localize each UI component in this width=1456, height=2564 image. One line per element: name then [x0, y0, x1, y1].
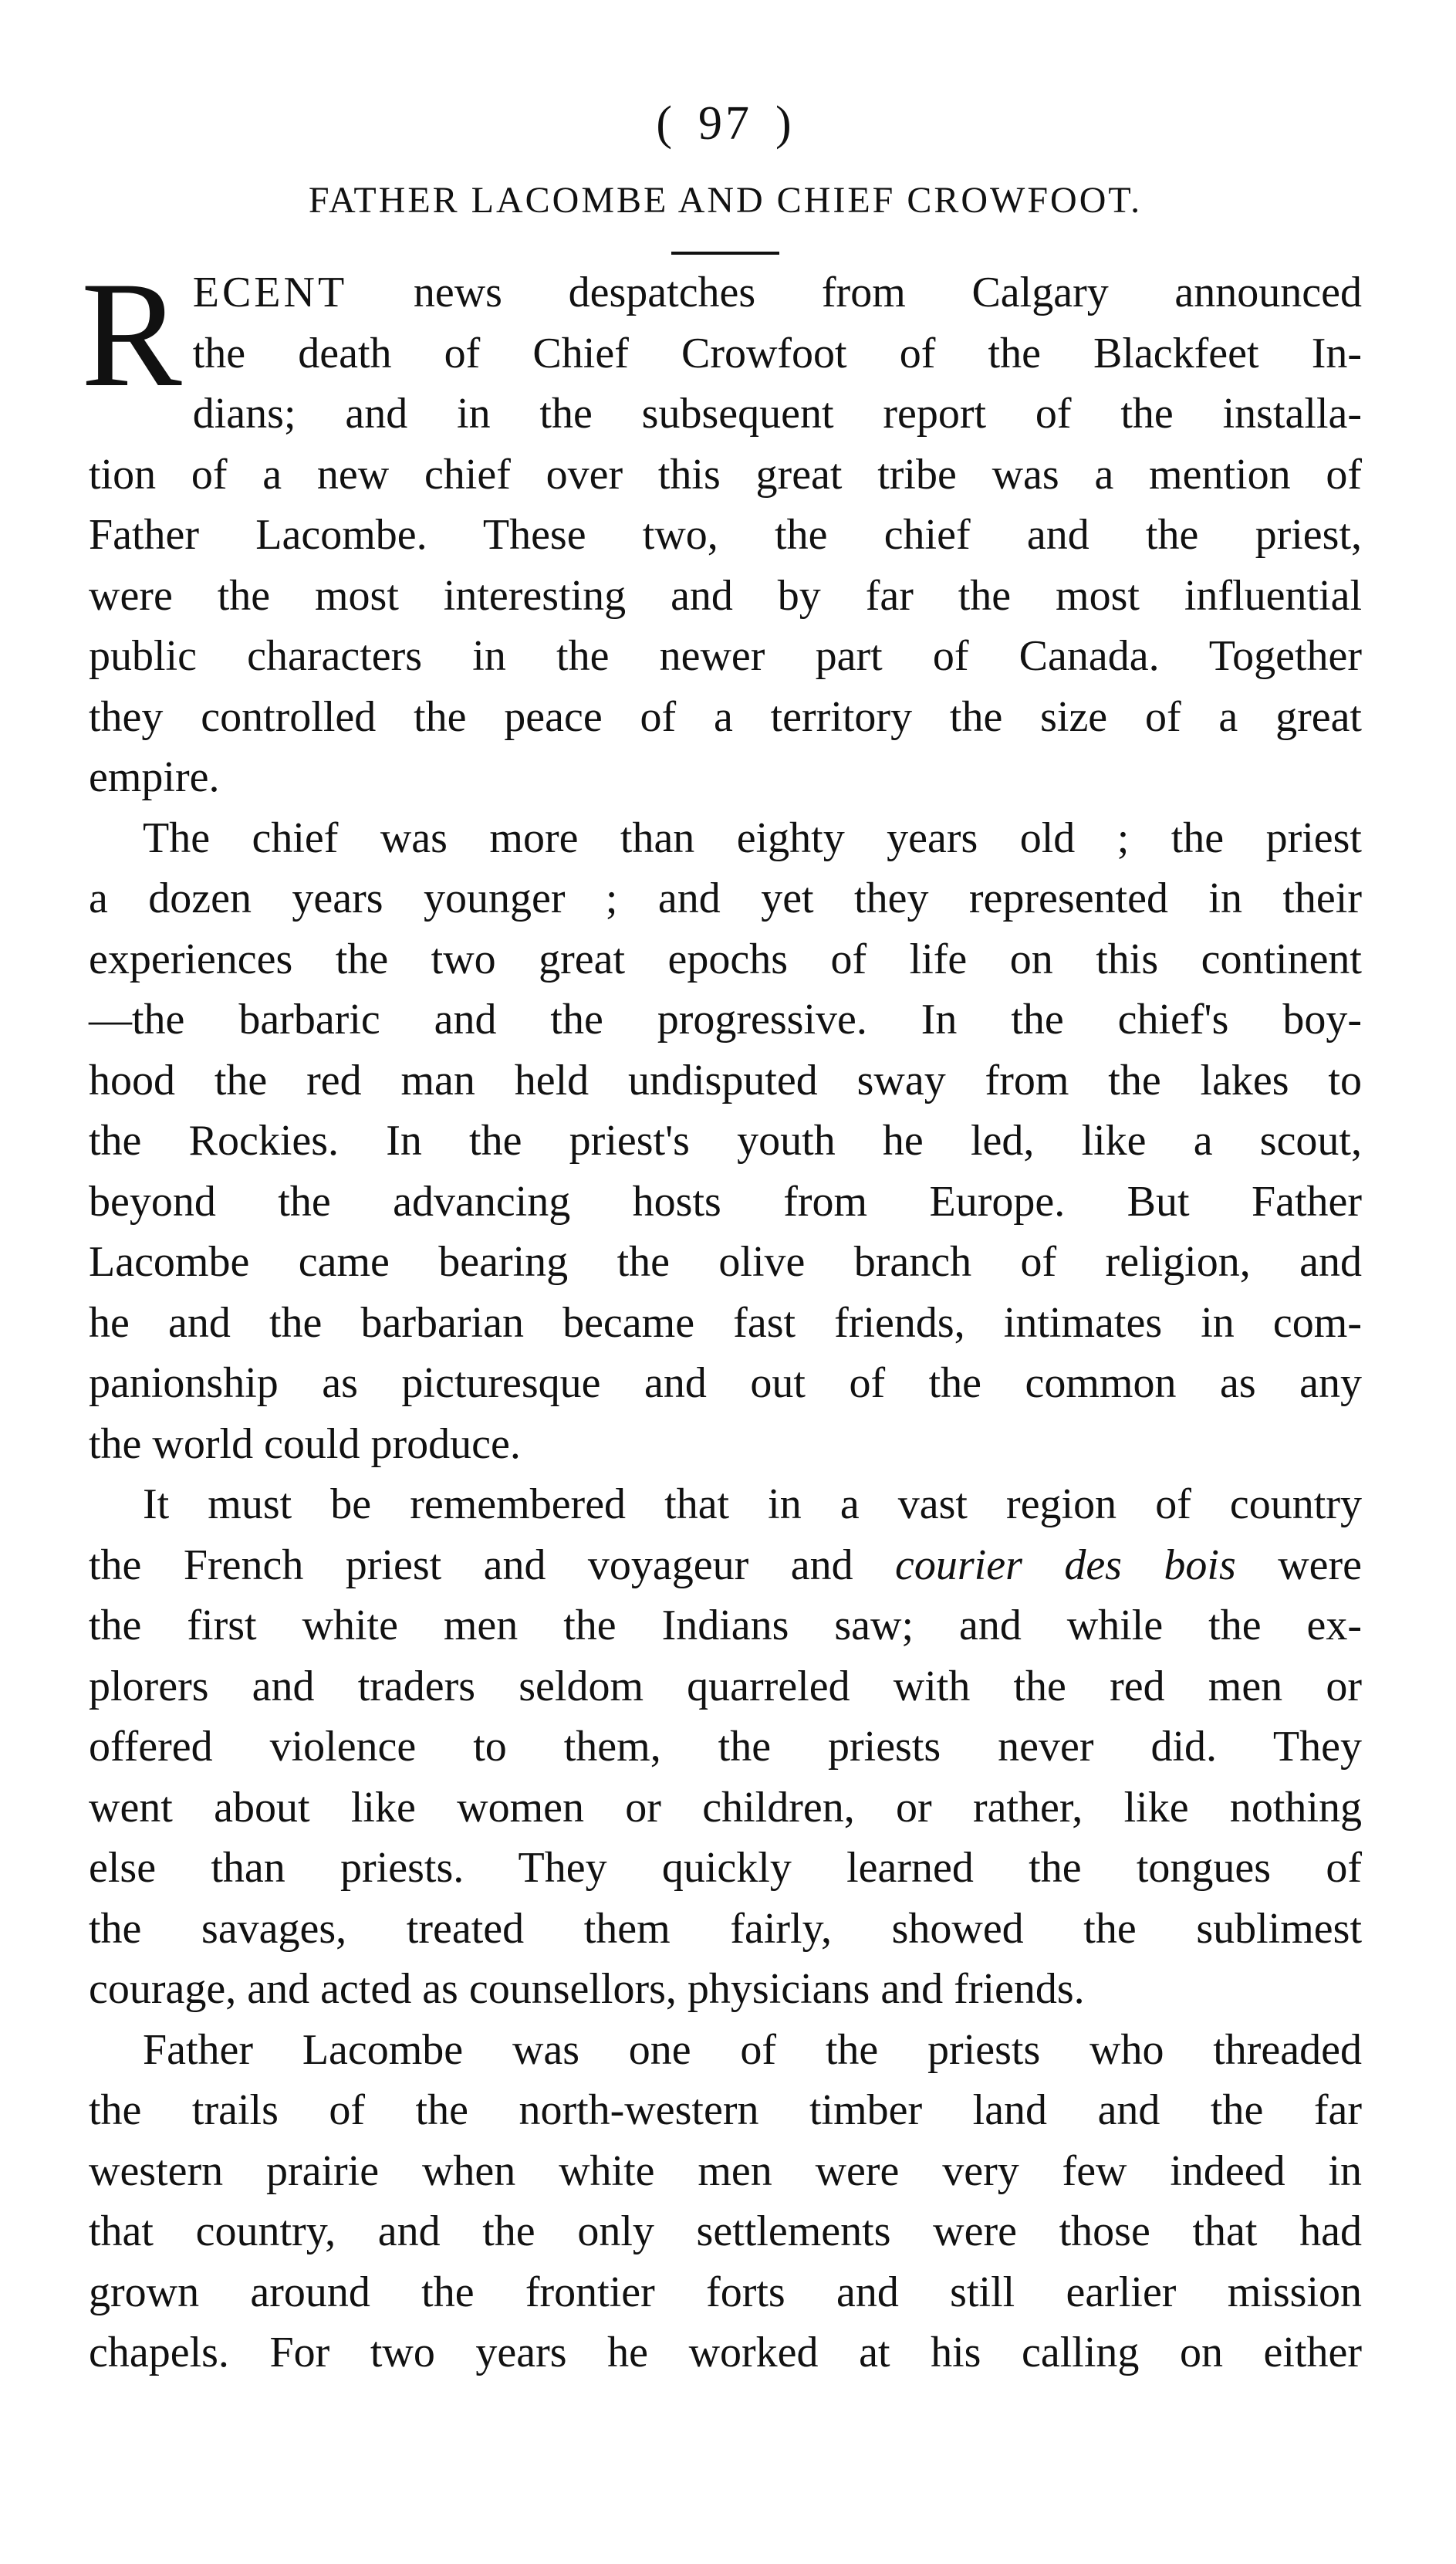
text-line: beyond the advancing hosts from Europe. But Father [89, 1177, 1362, 1226]
page-number [89, 93, 1362, 154]
article-body [81, 251, 1363, 2383]
text-line: he and the barbarian became fast friends, intimates in com- [89, 1298, 1362, 1347]
text-line: Father Lacombe. These two, the chief and the priest, [89, 511, 1362, 559]
text-line: the world could produce. [89, 1419, 521, 1468]
text-line: were the most interesting and by far the most influential [89, 571, 1362, 620]
text-line: empire. [89, 753, 220, 801]
text-line: Father Lacombe was one of the priests who threaded [143, 2025, 1362, 2074]
text-line: the first white men the Indians saw; and while the ex- [89, 1602, 1362, 1649]
text-line: dians; and in the subsequent report of the installa- [192, 390, 1362, 438]
text-segment: were [1235, 1541, 1363, 1589]
text-line: went about like women or children, or rather, like nothing [89, 1783, 1362, 1832]
text-line: they controlled the peace of a territory the size of a great [89, 692, 1362, 741]
open-paren: ( [656, 97, 675, 150]
text-line: hood the red man held undisputed sway from the lakes to [89, 1056, 1362, 1104]
text-line: the trails of the north-western timber land and the far [89, 2086, 1362, 2134]
text-line: the Rockies. In the priest's youth he led, like a scout, [89, 1117, 1362, 1165]
text-line: news despatches from Calgary announced [347, 269, 1362, 316]
paragraph-3 [89, 1474, 1362, 2020]
text-line: grown around the frontier forts and still earlier mission [89, 2268, 1362, 2316]
paragraph-1 [81, 251, 1362, 808]
text-line: —the barbaric and the progressive. In the chief's boy- [89, 996, 1362, 1044]
page-number-value: 97 [698, 97, 752, 150]
book-page [81, 93, 1363, 2383]
text-line: that country, and the only settlements were those that had [89, 2207, 1362, 2255]
text-line: panionship as picturesque and out of the common as any [89, 1359, 1362, 1407]
paragraph-2 [89, 808, 1362, 1475]
text-line: Lacombe came bearing the olive branch of religion, and [89, 1238, 1362, 1286]
text-line: offered violence to them, the priests never did. They [89, 1723, 1362, 1771]
text-line: public characters in the newer part of Canada. Together [89, 632, 1362, 680]
text-line: The chief was more than eighty years old ; the priest [143, 814, 1362, 862]
drop-cap: R [81, 251, 182, 418]
title-rule [671, 252, 779, 255]
text-line: chapels. For two years he worked at his calling on either [89, 2329, 1362, 2376]
text-line: a dozen years younger ; and yet they represented in their [89, 874, 1362, 922]
text-segment: the French priest and voyageur and [89, 1541, 896, 1589]
article-title: FATHER LACOMBE AND CHIEF CROWFOOT. [308, 180, 1143, 221]
paragraph-4 [89, 2020, 1362, 2383]
text-line: western prairie when white men were very few indeed in [89, 2146, 1362, 2195]
text-line: the death of Chief Crowfoot of the Blackfeet In- [192, 329, 1362, 377]
close-paren: ) [775, 97, 795, 150]
text-line: else than priests. They quickly learned the tongues of [89, 1844, 1362, 1892]
text-line: the savages, treated them fairly, showed the sublimest [89, 1904, 1362, 1953]
text-line: plorers and traders seldom quarreled with the red men or [89, 1662, 1362, 1710]
italic-phrase: courier des bois [895, 1541, 1236, 1589]
text-line: experiences the two great epochs of life on this continent [89, 935, 1362, 983]
text-line: tion of a new chief over this great tribe was a mention of [89, 450, 1362, 499]
text-line: It must be remembered that in a vast region of country [143, 1480, 1362, 1528]
opening-caps: ECENT [192, 269, 348, 316]
text-line: courage, and acted as counsellors, physicians and friends. [89, 1965, 1085, 2013]
